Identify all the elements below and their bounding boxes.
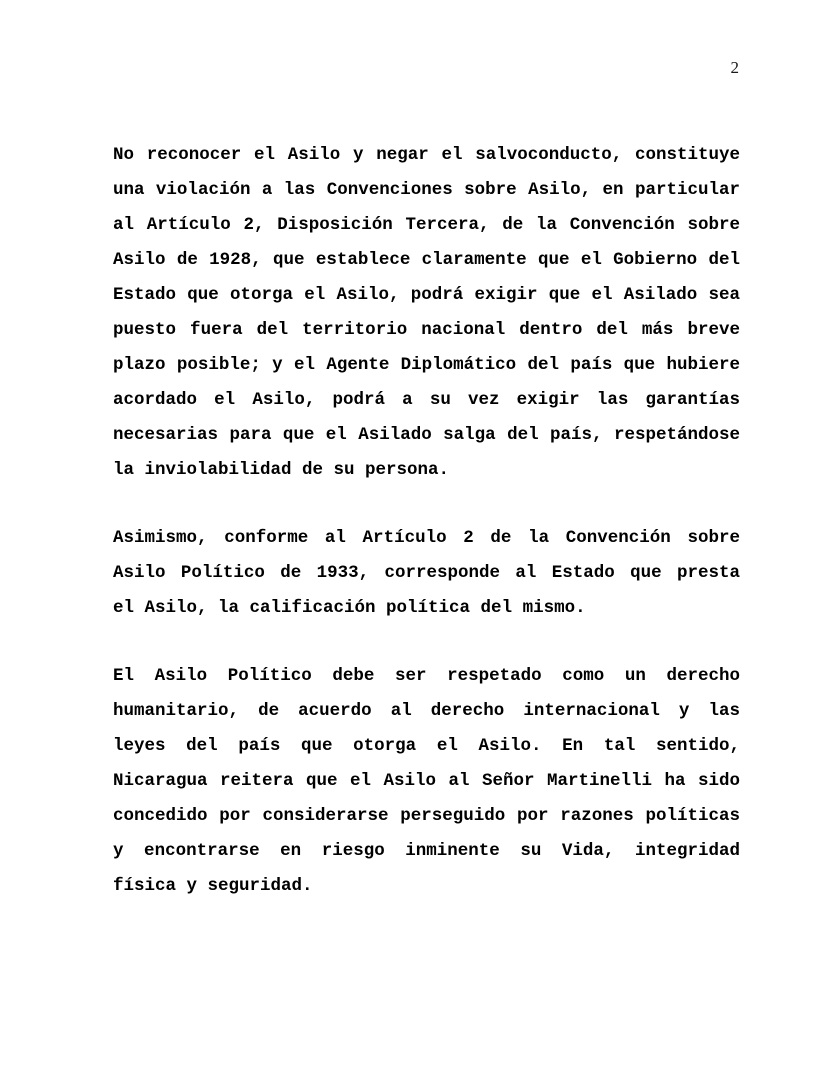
document-body [113, 138, 740, 904]
text-line: una violación a las Convenciones sobre Asilo, en particular [113, 180, 740, 200]
text-line: Nicaragua reitera que el Asilo al Señor Martinelli ha sido [113, 771, 740, 791]
text-line: plazo posible; y el Agente Diplomático del país que hubiere [113, 355, 740, 375]
paragraph-1 [113, 138, 740, 488]
page-number: 2 [730, 58, 739, 77]
text-line: humanitario, de acuerdo al derecho internacional y las [113, 701, 740, 721]
text-line: al Artículo 2, Disposición Tercera, de la Convención sobre [113, 215, 740, 235]
paragraph-3 [113, 659, 740, 904]
text-line: No reconocer el Asilo y negar el salvoconducto, constituye [113, 145, 740, 165]
text-line: Asilo Político de 1933, corresponde al Estado que presta [113, 563, 740, 583]
paragraph-2 [113, 521, 740, 626]
text-line: necesarias para que el Asilado salga del país, respetándose [113, 425, 740, 445]
text-line: Estado que otorga el Asilo, podrá exigir que el Asilado sea [113, 285, 740, 305]
text-line: puesto fuera del territorio nacional dentro del más breve [113, 320, 740, 340]
text-line: física y seguridad. [113, 876, 313, 896]
text-line: acordado el Asilo, podrá a su vez exigir las garantías [113, 390, 740, 410]
text-line: el Asilo, la calificación política del mismo. [113, 598, 586, 618]
text-line: leyes del país que otorga el Asilo. En tal sentido, [113, 736, 740, 756]
text-line: Asilo de 1928, que establece claramente que el Gobierno del [113, 250, 740, 270]
text-line: concedido por considerarse perseguido por razones políticas [113, 806, 740, 826]
text-line: El Asilo Político debe ser respetado como un derecho [113, 666, 740, 686]
text-line: la inviolabilidad de su persona. [113, 460, 450, 480]
text-line: Asimismo, conforme al Artículo 2 de la Convención sobre [113, 528, 740, 548]
text-line: y encontrarse en riesgo inminente su Vida, integridad [113, 841, 740, 861]
